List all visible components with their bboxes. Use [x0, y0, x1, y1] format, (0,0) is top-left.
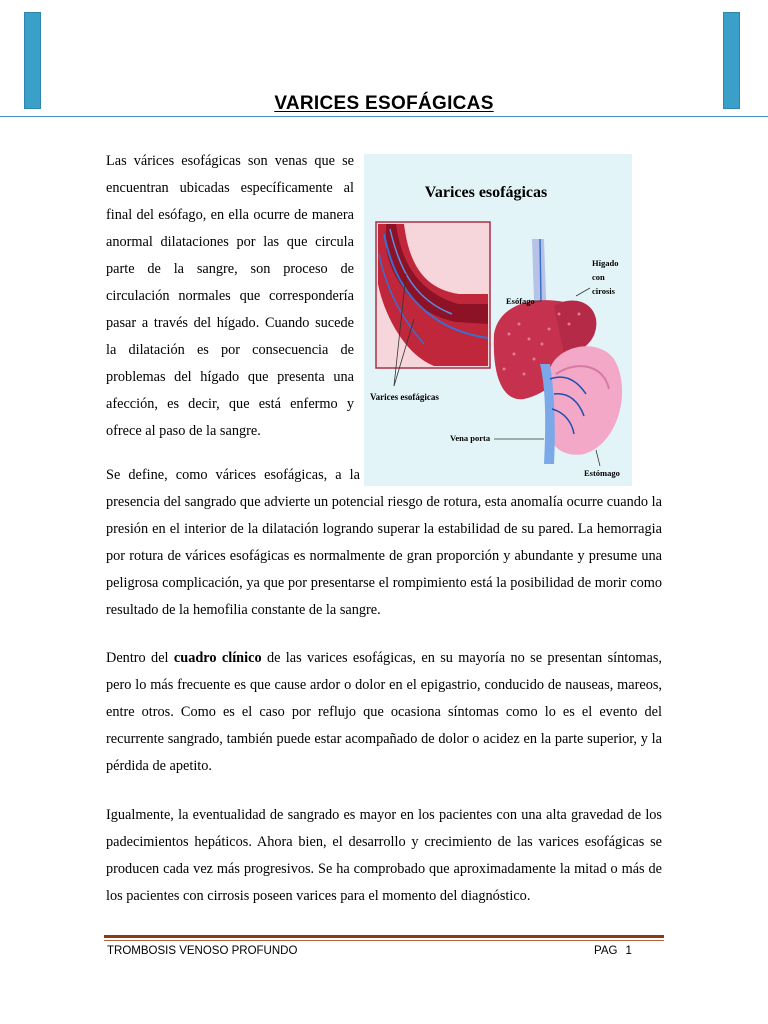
label-liver-line1: Hígado — [592, 258, 619, 268]
footer-title: TROMBOSIS VENOSO PROFUNDO — [107, 945, 298, 957]
paragraph-definition: presencia del sangrado que advierte un potencial riesgo de rotura, esta anomalía ocurre cuando la presión en el interior de la dilatación logrando superar la estabilidad de su pared. La hemorragia por rotura de várices esofágicas es normalmente de gran proporción y abundante y presume una peligrosa complicación, ya que por presentarse el rompimiento está la posibilidad de morir como resultado de la hemofilia constante de la sangre. — [106, 494, 662, 618]
illustration-svg — [364, 154, 632, 486]
footer-rule-thin — [104, 940, 664, 941]
paragraph-bleeding-risk: Igualmente, la eventualidad de sangrado es mayor en los pacientes con una alta gravedad de los padecimientos hepáticos. Ahora bien, el desarrollo y crecimiento de las varices esofágicas se producen cada vez más progresivos. Se ha comprobado que aproximadamente la mitad o más de los pacientes con cirrosis poseen varices para el momento del diagnóstico. — [106, 807, 662, 904]
label-liver-line3: cirosis — [592, 286, 615, 296]
footer-page-number: 1 — [625, 945, 632, 957]
paragraph-clinical-picture — [106, 645, 662, 780]
page-title — [0, 93, 768, 115]
label-esophagus: Esófago — [506, 296, 535, 306]
footer-rule-thick — [104, 935, 664, 938]
figure-title: Varices esofágicas — [424, 184, 548, 201]
liver-pointer — [576, 288, 590, 296]
stomach — [545, 346, 622, 455]
label-stomach: Estómago — [584, 468, 620, 478]
paragraph-clinical-prefix: Dentro del — [106, 650, 174, 666]
label-portal-vein: Vena porta — [450, 433, 491, 443]
paragraph-intro: Las várices esofágicas son venas que se encuentran ubicadas específicamente al final del esófago, en ella ocurre de manera anormal dilataciones por las que circula parte de la sangre, son proceso de circulación normales que correspondería pasar a través del hígado. Cuando sucede la dilatación es por consecuencia de problemas del hígado que presenta una afección, es decir, que está enfermo y ofrece al paso de la sangre. — [106, 153, 354, 439]
label-liver-line2: con — [592, 272, 605, 282]
header-rule — [0, 116, 768, 117]
paragraph-clinical-rest: de las varices esofágicas, en su mayoría no se presentan síntomas, pero lo más frecuente es que cause ardor o dolor en el epigastrio, conducido de nauseas, mareos, entre otros. Como es el caso por reflujo que ocasiona síntomas como lo es el evento del recurrente sangrado, también puede estar acompañado de dolor o acidez en la parte superior, y la pérdida de apetito. — [106, 650, 662, 774]
footer-page — [594, 945, 632, 957]
paragraph-clinical-bold: cuadro clínico — [173, 650, 262, 666]
footer-page-label: PAG — [594, 945, 618, 957]
paragraph-definition-first-line: Se define, como várices esofágicas, a la — [106, 467, 360, 483]
label-varices: Varices esofágicas — [370, 392, 439, 402]
medical-illustration — [364, 154, 632, 486]
page-title-text: VARICES ESOFÁGICAS — [274, 93, 494, 114]
stomach-pointer — [596, 450, 600, 466]
